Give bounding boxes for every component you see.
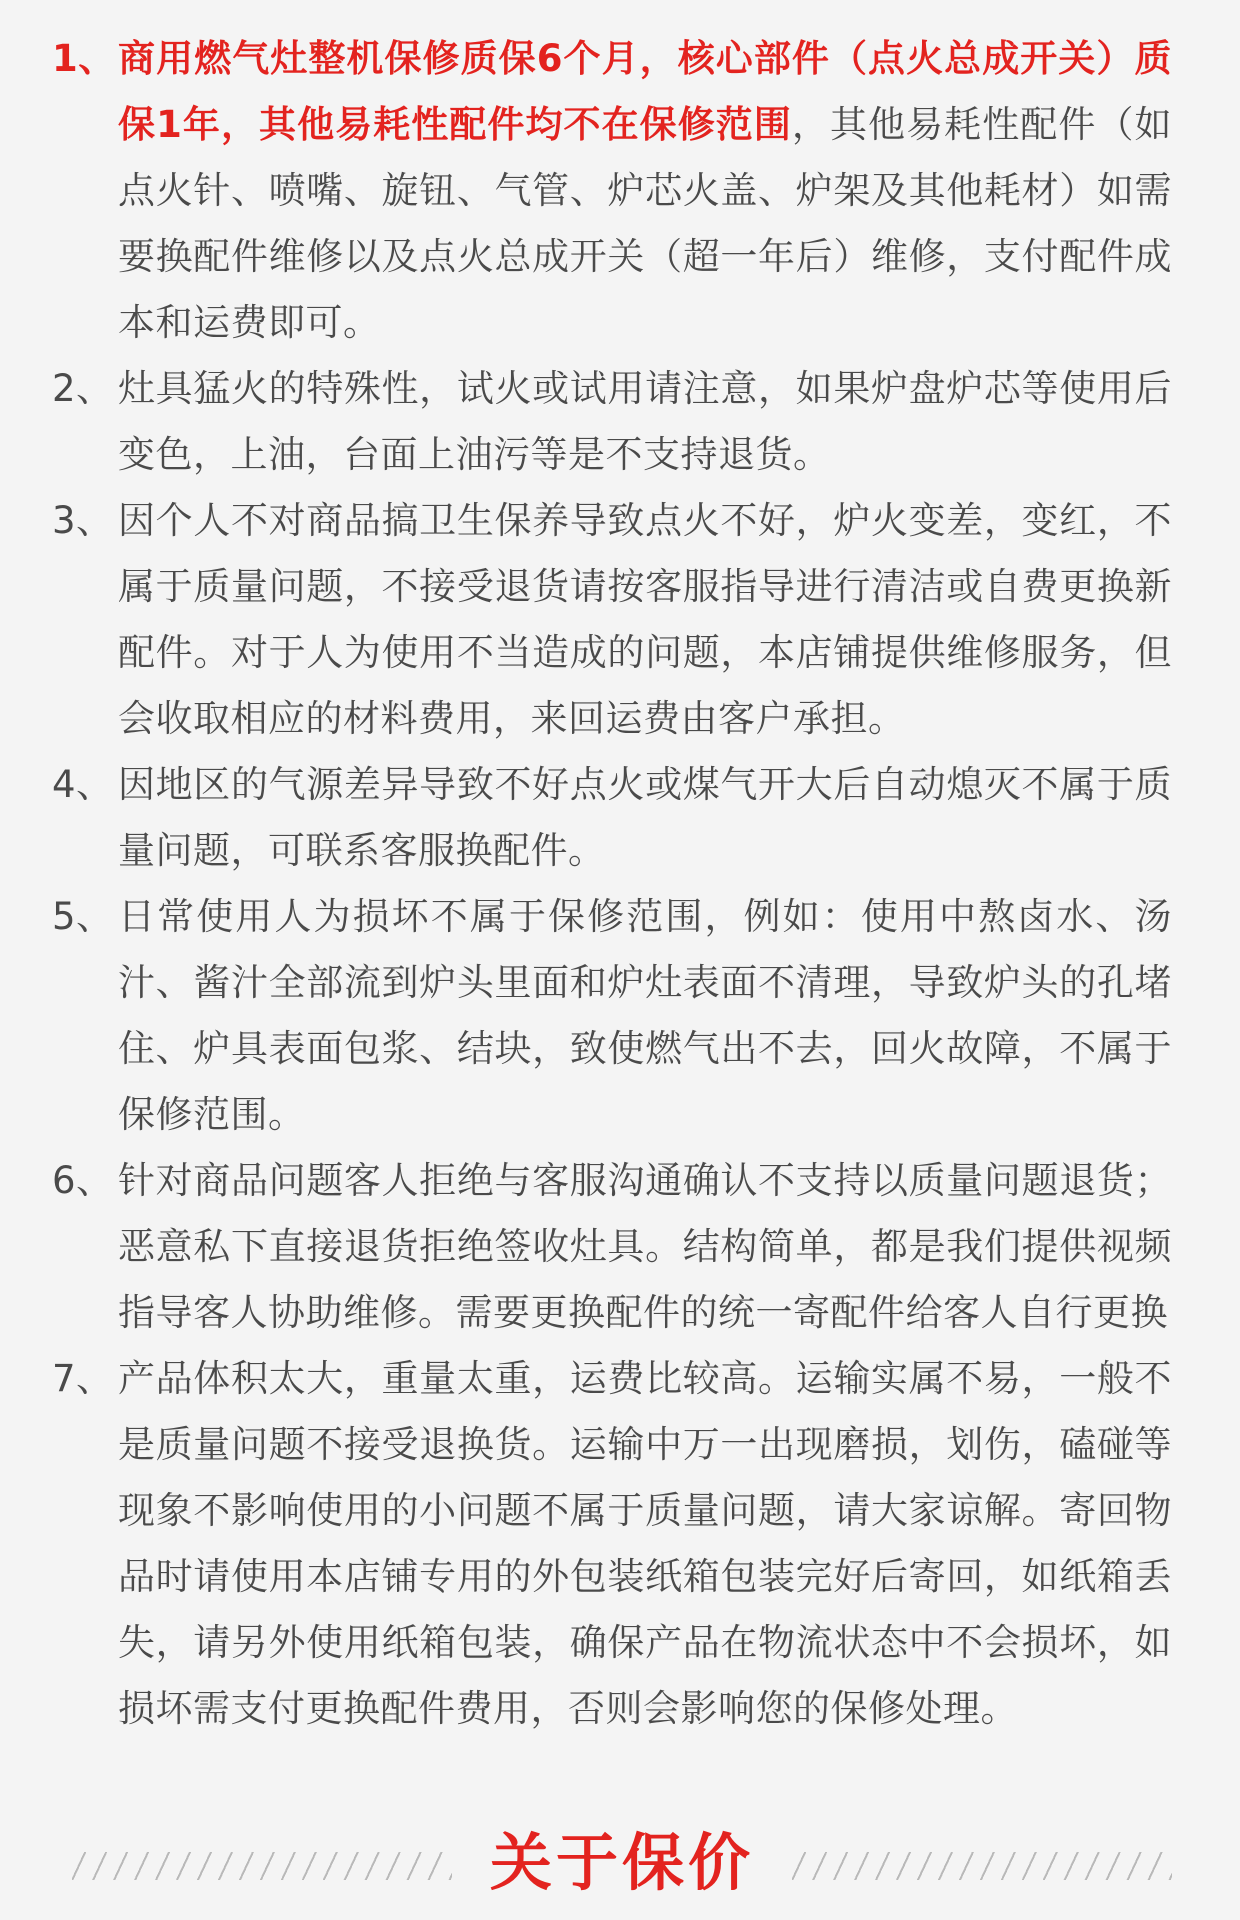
policy-item-3 [52, 488, 1172, 752]
item-text: 针对商品问题客人拒绝与客服沟通确认不支持以质量问题退货；恶意私下直接退货拒绝签收灶具。结构简单，都是我们提供视频指导客人协助维修。需要更换配件的统一寄配件给客人自行更换 [118, 1159, 1172, 1334]
item-text: 日常使用人为损坏不属于保修范围，例如：使用中熬卤水、汤汁、酱汁全部流到炉头里面和炉灶表面不清理，导致炉头的孔堵住、炉具表面包浆、结块，致使燃气出不去，回火故障，不属于保修范围。 [118, 895, 1172, 1136]
stripe-divider-left [72, 1852, 452, 1880]
item-body: ，其他易耗性配件（如点火针、喷嘴、旋钮、气管、炉芯火盖、炉架及其他耗材）如需要换配件维修以及点火总成开关（超一年后）维修，支付配件成本和运费即可。 [118, 103, 1173, 344]
item-text: 因地区的气源差异导致不好点火或煤气开大后自动熄灭不属于质量问题，可联系客服换配件。 [118, 763, 1172, 872]
item-text: 因个人不对商品搞卫生保养导致点火不好，炉火变差，变红，不属于质量问题，不接受退货请按客服指导进行清洁或自费更换新配件。对于人为使用不当造成的问题，本店铺提供维修服务，但会收取相应的材料费用，来回运费由客户承担。 [118, 499, 1172, 740]
item-number: 7、 [52, 1357, 114, 1400]
section-header-price-protection [0, 1810, 1240, 1900]
item-highlight: 商用燃气灶整机保修质保6个月，核心部件（点火总成开关）质保1年，其他易耗性配件均不在保修范围 [118, 37, 1172, 146]
item-number: 2、 [52, 367, 114, 410]
policy-item-7 [52, 1346, 1172, 1742]
policy-item-6 [52, 1148, 1172, 1346]
policy-list [52, 26, 1172, 1742]
policy-item-1 [52, 26, 1172, 356]
stripe-divider-right [792, 1852, 1172, 1880]
item-number: 5、 [52, 895, 114, 938]
policy-item-5 [52, 884, 1172, 1148]
policy-item-4 [52, 752, 1172, 884]
section-title: 关于保价 [489, 1826, 754, 1899]
item-number: 6、 [52, 1159, 114, 1202]
item-number: 1、 [52, 37, 116, 80]
item-text [118, 26, 1172, 356]
policy-item-2 [52, 356, 1172, 488]
item-text: 灶具猛火的特殊性，试火或试用请注意，如果炉盘炉芯等使用后变色，上油，台面上油污等是不支持退货。 [118, 367, 1172, 476]
item-number: 3、 [52, 499, 114, 542]
item-text: 产品体积太大，重量太重，运费比较高。运输实属不易，一般不是质量问题不接受退换货。运输中万一出现磨损，划伤，磕碰等现象不影响使用的小问题不属于质量问题，请大家谅解。寄回物品时请使用本店铺专用的外包装纸箱包装完好后寄回，如纸箱丢失，请另外使用纸箱包装，确保产品在物流状态中不会损坏，如损坏需支付更换配件费用，否则会影响您的保修处理。 [118, 1357, 1172, 1730]
item-number: 4、 [52, 763, 114, 806]
